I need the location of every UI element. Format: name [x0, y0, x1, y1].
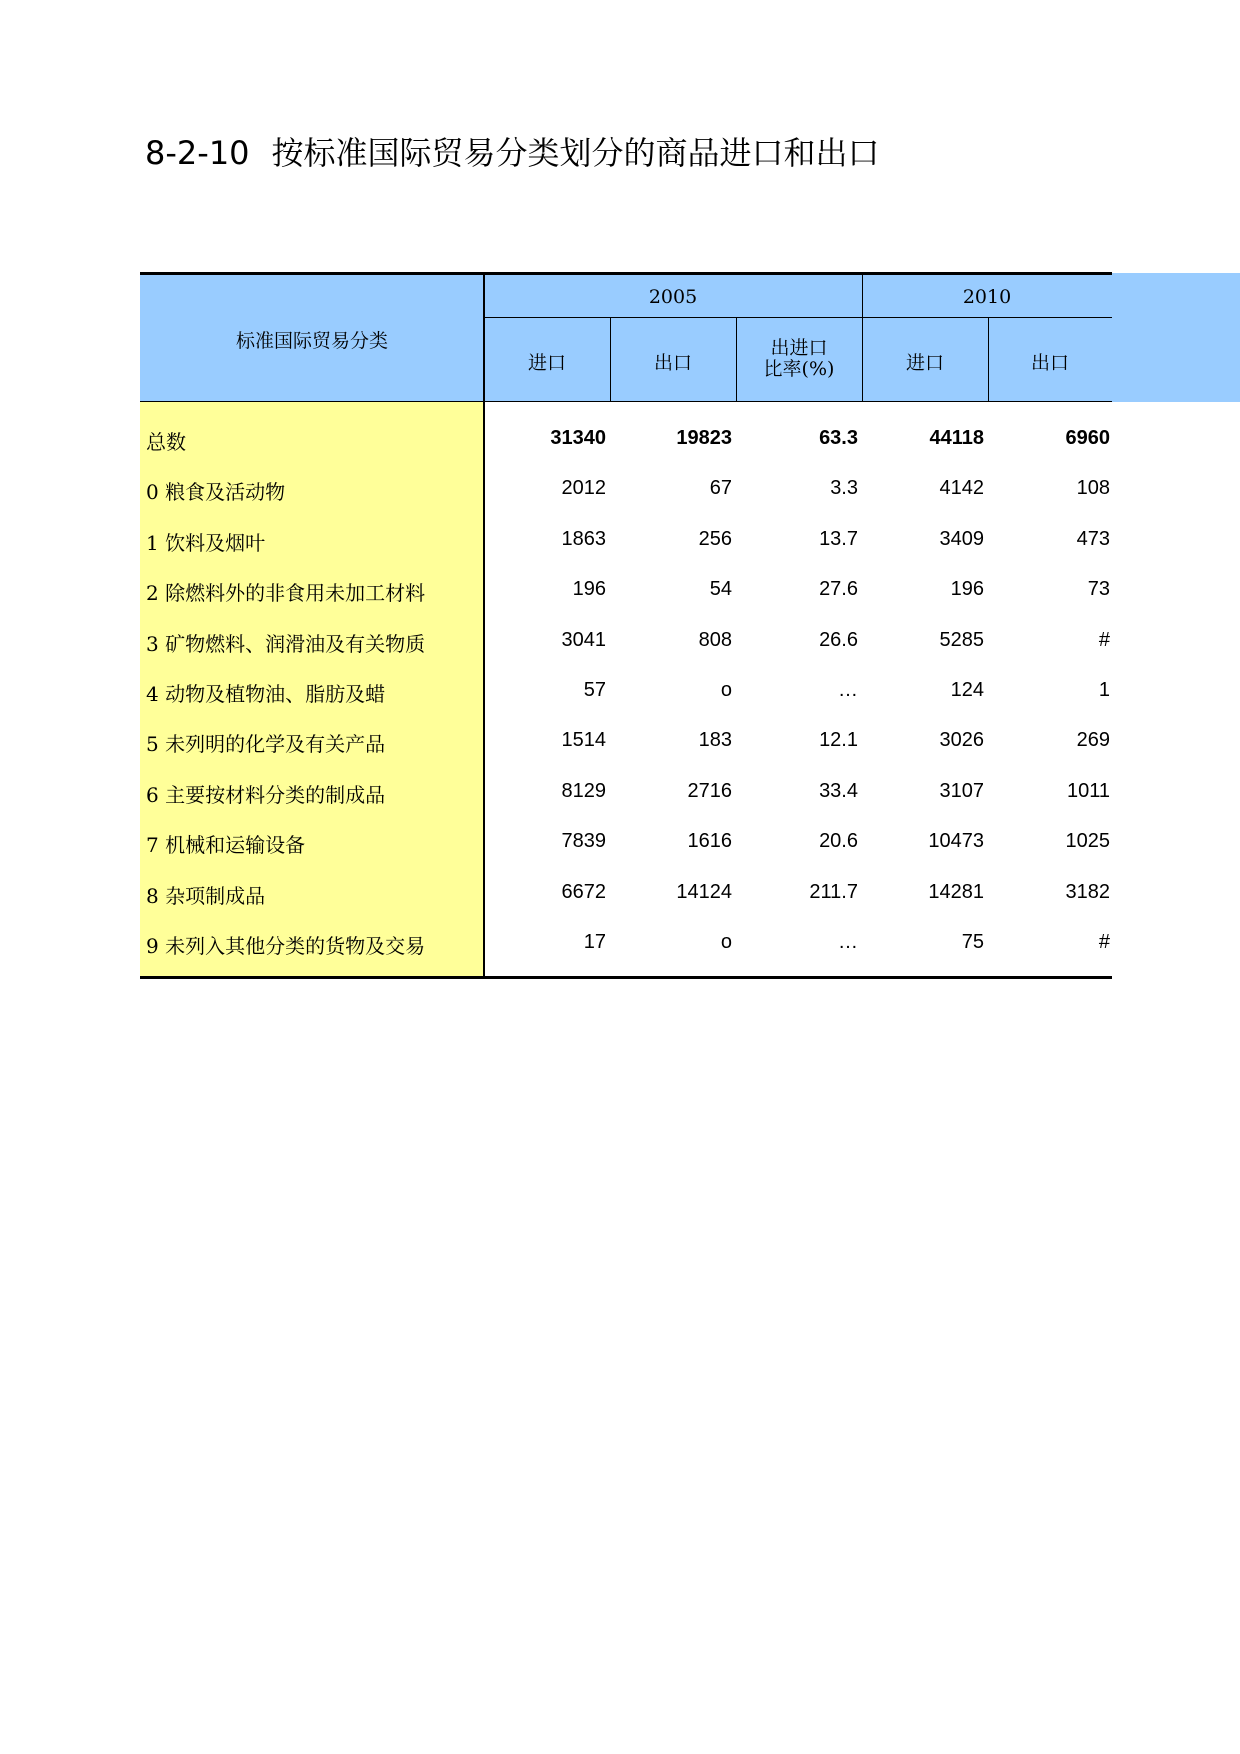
val-2010-import: 14281: [928, 881, 984, 903]
val-2010-import: 44118: [929, 427, 984, 449]
val-2010-export: 473: [1076, 528, 1110, 550]
val-2010-import: 124: [950, 679, 984, 701]
val-2010-export: 108: [1076, 477, 1110, 499]
table-title: 按标准国际贸易分类划分的商品进口和出口: [271, 134, 880, 172]
val-2005-import: 57: [583, 679, 606, 701]
val-2010-import: 3107: [939, 780, 984, 802]
val-2005-ratio: 27.6: [819, 578, 858, 600]
val-2010-import: 3409: [939, 528, 984, 550]
val-2005-import: 2012: [561, 477, 606, 499]
page-title: [145, 128, 880, 174]
val-2005-ratio: 13.7: [819, 528, 858, 550]
val-2010-export: 73: [1087, 578, 1110, 600]
val-2005-import: 1514: [561, 729, 606, 751]
val-2005-ratio: 12.1: [819, 729, 858, 751]
val-2010-export: 3182: [1065, 881, 1110, 903]
val-2010-export: 1025: [1065, 830, 1110, 852]
col-2010-import: 进口: [905, 352, 944, 374]
val-2005-import: 3041: [561, 629, 606, 651]
row-label: 3 矿物燃料、润滑油及有关物质: [146, 632, 426, 656]
table-code: 8-2-10: [145, 134, 250, 172]
row-label: 4 动物及植物油、脂肪及蜡: [146, 682, 386, 706]
col-2005-ratio: [736, 338, 862, 380]
val-2010-import: 4142: [939, 477, 984, 499]
row-label: 5 未列明的化学及有关产品: [146, 732, 386, 756]
val-2005-ratio: 33.4: [819, 780, 858, 802]
label-column-divider: [483, 274, 485, 978]
val-2005-export: 54: [709, 578, 732, 600]
col-2005-import: 进口: [527, 352, 566, 374]
val-2010-import: 3026: [939, 729, 984, 751]
row-label: 2 除燃料外的非食用未加工材料: [146, 581, 426, 605]
val-2005-export: 67: [709, 477, 732, 499]
val-2005-import: 7839: [561, 830, 606, 852]
val-2005-export: o: [720, 931, 732, 953]
year-2005: 2005: [648, 286, 698, 308]
row-label: 总数: [146, 430, 186, 454]
row-label: 0 粮食及活动物: [146, 480, 286, 504]
val-2005-import: 31340: [550, 427, 606, 449]
row-label: 7 机械和运输设备: [146, 833, 306, 857]
val-2005-ratio: 63.3: [819, 427, 858, 449]
bottom-rule: [140, 976, 1112, 979]
val-2005-import: 6672: [561, 881, 606, 903]
row-label: 1 饮料及烟叶: [146, 531, 266, 555]
val-2010-import: 196: [950, 578, 984, 600]
val-2005-export: 19823: [676, 427, 732, 449]
row-header-label: 标准国际贸易分类: [235, 330, 388, 352]
val-2010-import: 10473: [928, 830, 984, 852]
val-2005-import: 196: [572, 578, 606, 600]
val-2005-ratio: 20.6: [819, 830, 858, 852]
val-2010-import: 5285: [939, 629, 984, 651]
val-2005-import: 8129: [561, 780, 606, 802]
val-2005-ratio: 3.3: [830, 477, 858, 499]
col-2005-ratio-line2: 比率(%): [763, 358, 835, 380]
val-2005-export: 808: [698, 629, 732, 651]
val-2005-export: 14124: [676, 881, 732, 903]
val-2005-import: 1863: [561, 528, 606, 550]
row-label: 8 杂项制成品: [146, 884, 266, 908]
val-2010-export: #: [1098, 931, 1110, 953]
row-label: 6 主要按材料分类的制成品: [146, 783, 386, 807]
val-2005-import: 17: [583, 931, 606, 953]
val-2005-export: o: [720, 679, 732, 701]
val-2005-ratio: …: [838, 931, 858, 953]
val-2005-ratio: …: [838, 679, 858, 701]
val-2010-export: 6960: [1065, 427, 1110, 449]
year-2010: 2010: [962, 286, 1012, 308]
val-2010-export: 1011: [1066, 780, 1110, 802]
val-2005-export: 1616: [687, 830, 732, 852]
col-2005-export: 出口: [653, 352, 692, 374]
col-2010-export: 出口: [1030, 352, 1069, 374]
val-2005-export: 256: [698, 528, 732, 550]
row-label: 9 未列入其他分类的货物及交易: [146, 934, 426, 958]
val-2010-export: #: [1098, 629, 1110, 651]
val-2010-export: 269: [1076, 729, 1110, 751]
col-2005-ratio-line1: 出进口: [770, 337, 828, 359]
val-2005-ratio: 26.6: [819, 629, 858, 651]
top-rule: [140, 272, 1112, 275]
val-2005-export: 183: [698, 729, 732, 751]
val-2005-export: 2716: [687, 780, 732, 802]
val-2005-ratio: 211.7: [809, 881, 858, 903]
year-divider-line: [484, 317, 1112, 318]
val-2010-export: 1: [1098, 679, 1110, 701]
val-2010-import: 75: [961, 931, 984, 953]
